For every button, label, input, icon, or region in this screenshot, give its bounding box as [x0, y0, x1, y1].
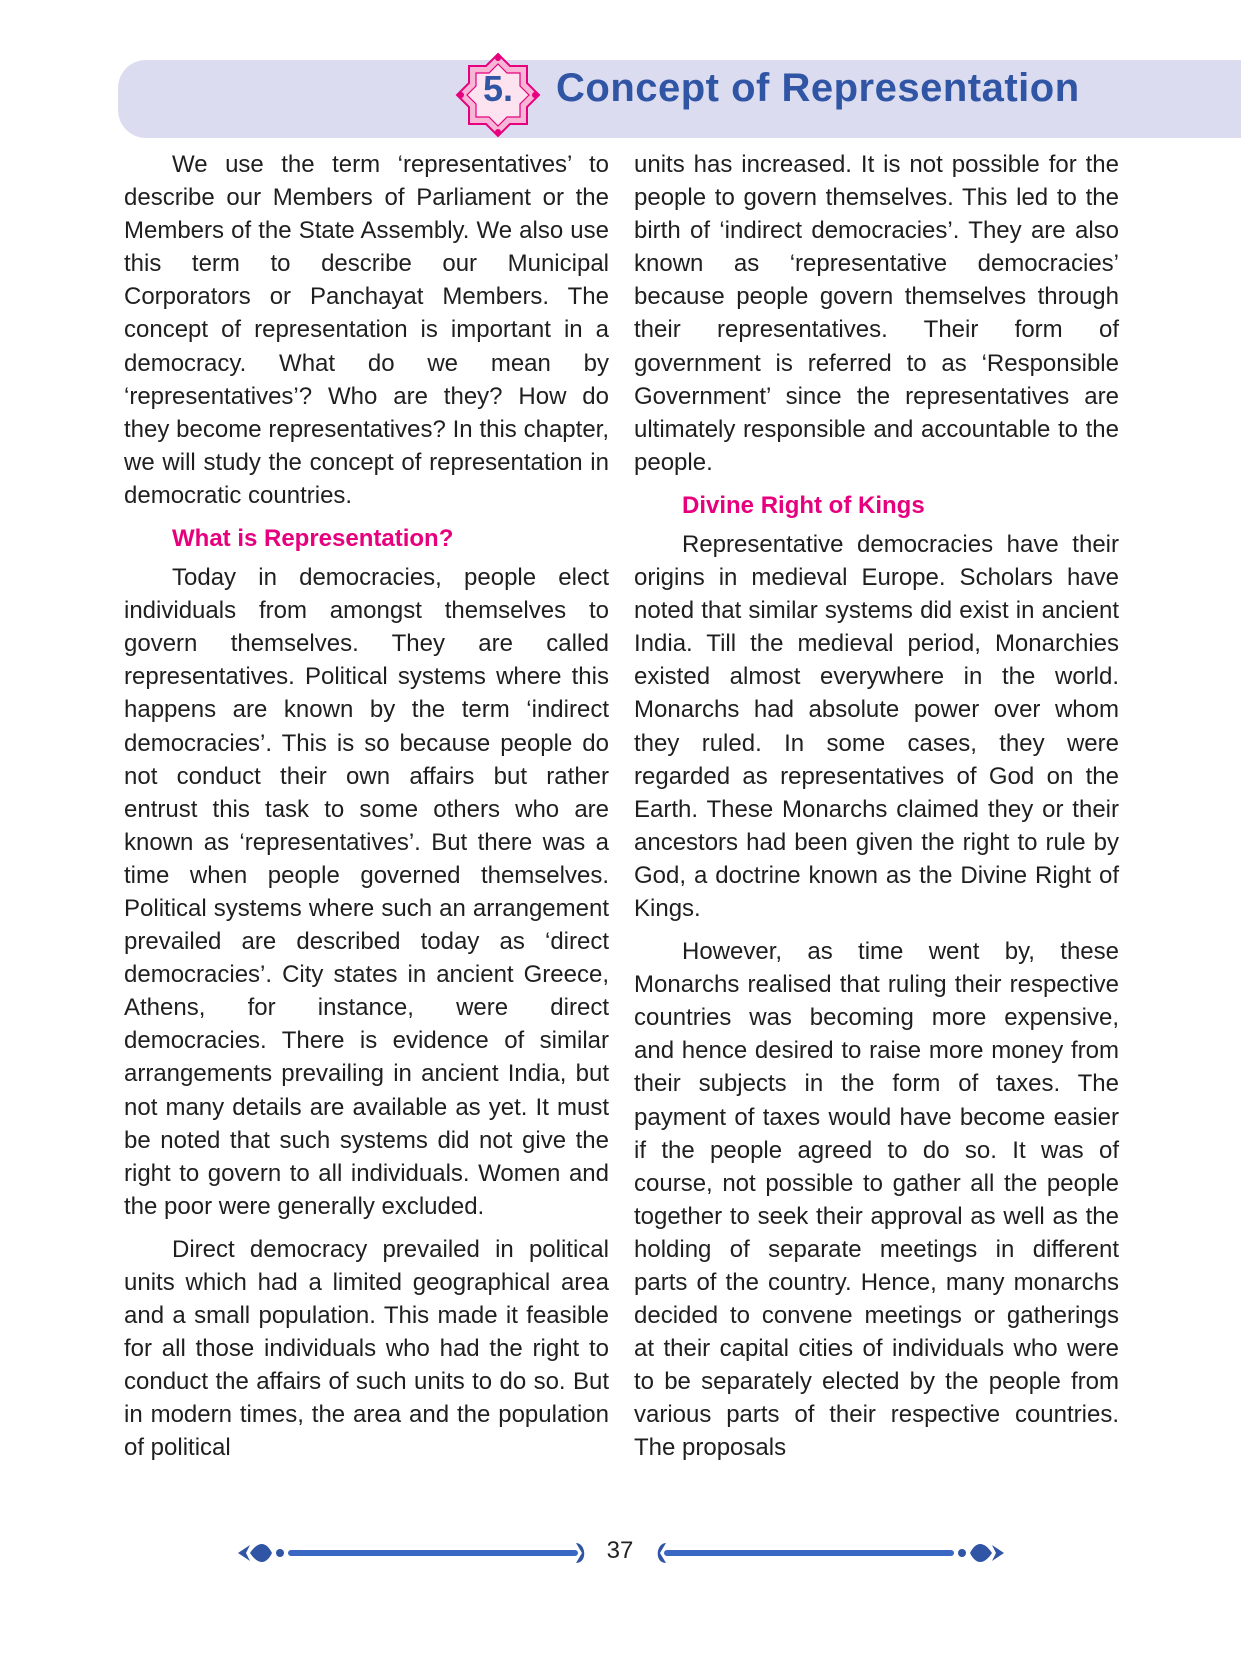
page-number: 37 — [606, 1537, 634, 1564]
chapter-title: Concept of Representation — [556, 66, 1080, 110]
right-column — [634, 148, 1119, 1475]
left-paragraph-2: Today in democracies, people elect individuals from amongst themselves to govern themselves. They are called representatives. Political systems where this happens are known by the term ‘indirect democracies’. This is so because people do not conduct their own affairs but rather entrust this task to some others who are known as ‘representatives’. But there was a time when people governed themselves. Political systems where such an arrangement prevailed are described today as ‘direct democracies’. City states in ancient Greece, Athens, for instance, were direct democracies. There is evidence of similar arrangements prevailing in ancient India, but not many details are available as yet. It must be noted that such systems did not give the right to govern to all individuals. Women and the poor were generally excluded. — [124, 564, 609, 1220]
right-paragraph-3: However, as time went by, these Monarchs realised that ruling their respective countries was becoming more expensive, and hence desired to raise more money from their subjects in the form of taxes. The payment of taxes would have become easier if the people agreed to do so. It was of course, not possible to gather all the people together to seek their approval as well as the holding of separate meetings in different parts of the country. Hence, many monarchs decided to convene meetings or gatherings at their capital cities of individuals who were to be separately elected by the people from various parts of their respective countries. The proposals — [634, 938, 1119, 1462]
section-heading-what-is-representation: What is Representation? — [172, 525, 454, 553]
right-paragraph-2: Representative democracies have their origins in medieval Europe. Scholars have noted that similar systems did exist in ancient India. Till the medieval period, Monarchies existed almost everywhere in the world. Monarchs had absolute power over whom they ruled. In some cases, they were regarded as representatives of God on the Earth. These Monarchs claimed they or their ancestors had been given the right to rule by God, a doctrine known as the Divine Right of Kings. — [634, 530, 1119, 922]
chapter-number: 5. — [482, 68, 514, 109]
left-paragraph-3: Direct democracy prevailed in political units which had a limited geographical area and a small population. This made it feasible for all those individuals who had the right to conduct the affairs of such units to do so. But in modern times, the area and the population of political — [124, 1235, 609, 1462]
left-column — [124, 148, 609, 1475]
left-paragraph-1: We use the term ‘representatives’ to describe our Members of Parliament or the Members of the State Assembly. We also use this term to describe our Municipal Corporators or Panchayat Members. The concept of representation is important in a democracy. What do we mean by ‘representatives’? Who are they? How do they become representatives? In this chapter, we will study the concept of representation in democratic countries. — [124, 151, 609, 509]
section-heading-divine-right-of-kings: Divine Right of Kings — [682, 491, 925, 519]
right-paragraph-1: units has increased. It is not possible for the people to govern themselves. This led to the birth of ‘indirect democracies’. They are also known as ‘representative democracies’ because people govern themselves through their representatives. Their form of government is referred to as ‘Responsible Government’ since the representatives are ultimately responsible and accountable to the people. — [634, 151, 1119, 476]
